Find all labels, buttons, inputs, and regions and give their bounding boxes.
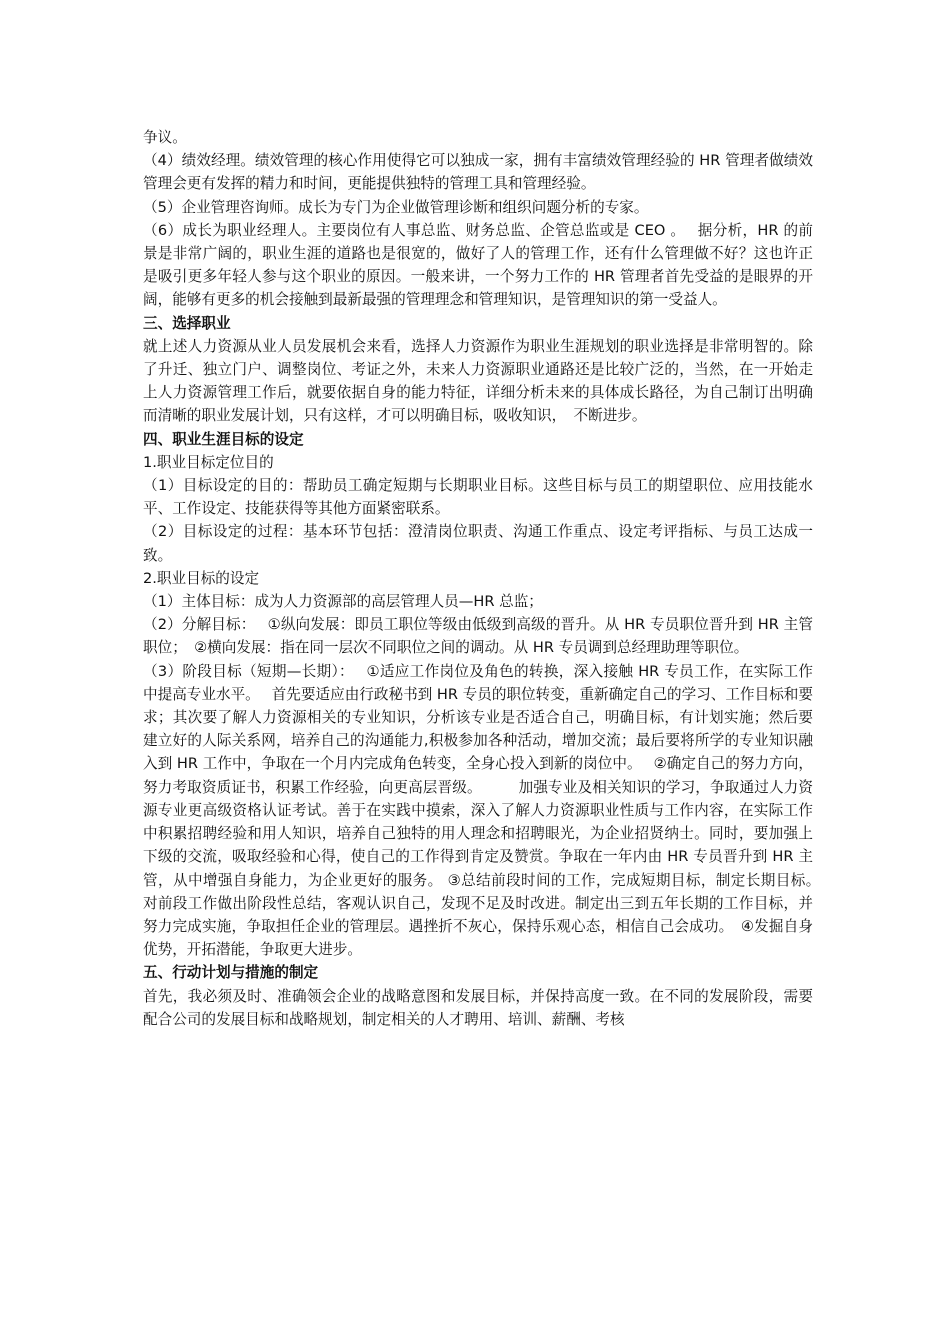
section-heading-action-plan: 五、行动计划与措施的制定 (143, 964, 319, 982)
subheading-goal-purpose: 1.职业目标定位目的 (143, 453, 274, 471)
paragraph-main-goal: （1）主体目标：成为人力资源部的高层管理人员—HR 总监； (143, 593, 543, 611)
paragraph-stage-goals: （3）阶段目标（短期—长期）： ①适应工作岗位及角色的转换，深入接触 HR 专员工作，在实际工作中提高专业水平。 首先要适应由行政秘书到 HR 专员的职位转变，重新确定自己的学习、工作目标和要求；其次要了解人力资源相关的专业知识，分析该专业是否适合自己，明确目标，有计划实施；然后要建立好的人际关系网，培养自己的沟通能力,积极参加各种活动，增加交流；最后要将所学的专业知识融入到 HR 工作中，争取在一个月内完成角色转变，全身心投入到新的岗位中。 ②确定自己的努力方向，努力考取资质证书，积累工作经验，向更高层晋级。 加强专业及相关知识的学习，争取通过人力资源专业更高级资格认证考试。善于在实践中摸索，深入了解人力资源职业性质与工作内容，在实际工作中积累招聘经验和用人知识，培养自己独特的用人理念和招聘眼光，为企业招贤纳士。同时，要加强上下级的交流，吸取经验和心得，使自己的工作得到肯定及赞赏。争取在一年内由 HR 专员晋升到 HR 主管，从中增强自身能力，为企业更好的服务。 ③总结前段时间的工作，完成短期目标，制定长期目标。 对前段工作做出阶段性总结，客观认识自己，发现不足及时改进。制定出三到五年长期的工作目标，并努力完成实施，争取担任企业的管理层。遇挫折不灰心，保持乐观心态，相信自己会成功。 ④发掘自身优势，开拓潜能，争取更大进步。 (143, 662, 857, 959)
section-heading-goal-setting: 四、职业生涯目标的设定 (143, 430, 304, 448)
paragraph-management-consultant: （5）企业管理咨询师。成长为专门为企业做管理诊断和组织问题分析的专家。 (143, 198, 649, 216)
section-heading-choose-career: 三、选择职业 (143, 314, 231, 332)
paragraph-goal-purpose-1: （1）目标设定的目的：帮助员工确定短期与长期职业目标。这些目标与员工的期望职位、应用技能水平、工作设定、技能获得等其他方面紧密联系。 (143, 477, 813, 518)
paragraph-goal-purpose-2: （2）目标设定的过程：基本环节包括：澄清岗位职责、沟通工作重点、设定考评指标、与员工达成一致。 (143, 523, 813, 564)
paragraph-professional-manager: （6）成长为职业经理人。主要岗位有人事总监、财务总监、企管总监或是 CEO 。 据分析，HR 的前景是非常广阔的，职业生涯的道路也是很宽的，做好了人的管理工作，还有什么管理做不好？这也许正是吸引更多年轻人参与这个职业的原因。一般来讲，一个努力工作的 HR 管理者首先受益的是眼界的开阔，能够有更多的机会接触到最新最强的管理理念和管理知识，是管理知识的第一受益人。 (143, 221, 813, 309)
paragraph-choose-career: 就上述人力资源从业人员发展机会来看，选择人力资源作为职业生涯规划的职业选择是非常明智的。除了升迁、独立门户、调整岗位、考证之外，未来人力资源职业通路还是比较广泛的，当然，在一开始走上人力资源管理工作后，就要依据自身的能力特征，详细分析未来的具体成长路径，为自己制订出明确而清晰的职业发展计划，只有这样，才可以明确目标，吸收知识， 不断进步。 (143, 337, 813, 425)
paragraph-performance-manager: （4）绩效经理。绩效管理的核心作用使得它可以独成一家，拥有丰富绩效管理经验的 HR 管理者做绩效管理会更有发挥的精力和时间，更能提供独特的管理工具和管理经验。 (143, 152, 813, 193)
paragraph-sub-goals: （2）分解目标： ①纵向发展：即员工职位等级由低级到高级的晋升。从 HR 专员职位晋升到 HR 主管职位； ②横向发展：指在同一层次不同职位之间的调动。从 HR 专员调到总经理助理等职位。 (143, 616, 813, 657)
paragraph-action-plan: 首先，我必须及时、准确领会企业的战略意图和发展目标，并保持高度一致。在不同的发展阶段，需要配合公司的发展目标和战略规划，制定相关的人才聘用、培训、薪酬、考核 (143, 987, 813, 1028)
document-body (143, 126, 857, 1031)
subheading-goal-setting: 2.职业目标的设定 (143, 569, 260, 587)
paragraph-controversy: 争议。 (143, 129, 187, 146)
